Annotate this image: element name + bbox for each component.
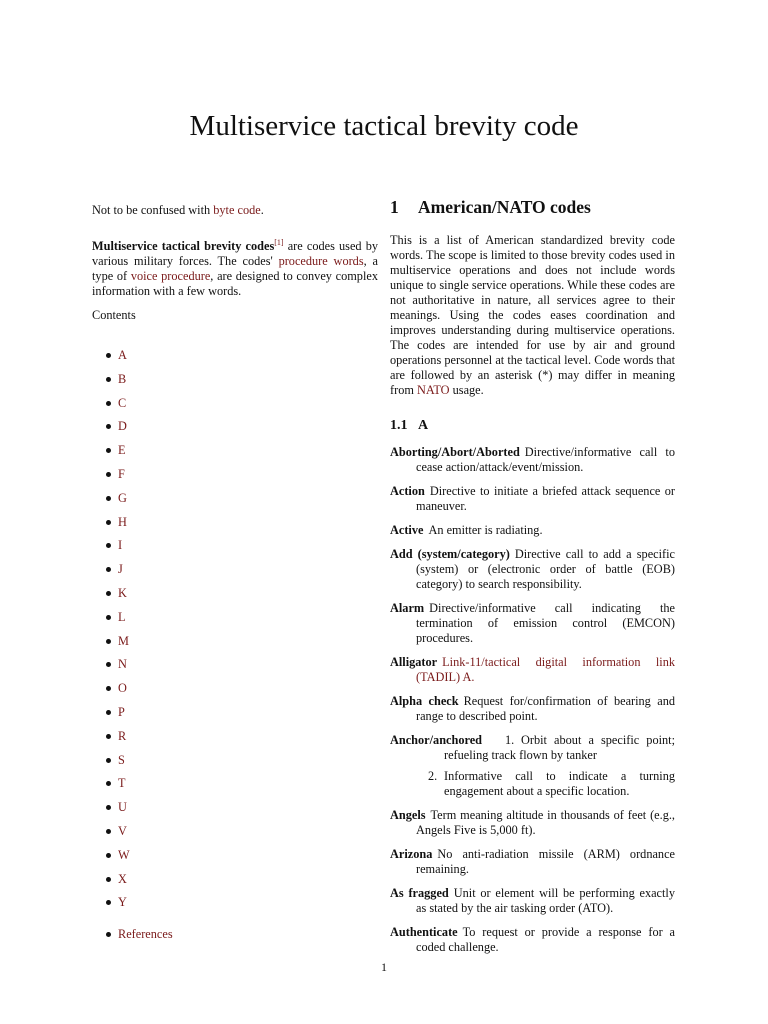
entry-definition: Unit or element will be performing exactly as stated by the air tasking order (ATO). bbox=[416, 886, 675, 915]
toc-link[interactable]: A bbox=[118, 348, 127, 363]
toc-item-e[interactable] bbox=[92, 443, 378, 467]
toc-item-references[interactable] bbox=[92, 927, 378, 951]
toc-item-a[interactable] bbox=[92, 348, 378, 372]
anchor-second-item bbox=[390, 769, 675, 799]
procedure-words-link[interactable]: procedure words bbox=[278, 254, 364, 269]
entry-definition: To request or provide a response for a coded challenge. bbox=[416, 925, 675, 954]
toc-link[interactable]: Y bbox=[118, 895, 127, 910]
glossary-entry bbox=[390, 847, 675, 877]
toc-item-x[interactable] bbox=[92, 872, 378, 896]
entry-definition: Directive/informative call to cease action/attack/event/mission. bbox=[416, 445, 675, 474]
toc-item-o[interactable] bbox=[92, 681, 378, 705]
toc-link[interactable]: I bbox=[118, 538, 123, 553]
glossary-entry bbox=[390, 886, 675, 916]
glossary-entry bbox=[390, 694, 675, 724]
entry-definition: Directive to initiate a briefed attack sequence or maneuver. bbox=[416, 484, 675, 513]
glossary-entry bbox=[390, 523, 675, 538]
toc-item-f[interactable] bbox=[92, 467, 378, 491]
entry-term: Add (system/category) bbox=[390, 547, 510, 561]
entry-term: Angels bbox=[390, 808, 426, 822]
glossary-entry bbox=[390, 547, 675, 592]
toc-item-n[interactable] bbox=[92, 657, 378, 681]
toc-link[interactable]: O bbox=[118, 681, 127, 696]
glossary-entry bbox=[390, 601, 675, 646]
entry-term: As fragged bbox=[390, 886, 449, 900]
entry-term: Alarm bbox=[390, 601, 425, 615]
glossary-entry bbox=[390, 655, 675, 685]
glossary-entry bbox=[390, 484, 675, 514]
entry-definition: Request for/confirmation of bearing and range to described point. bbox=[416, 694, 675, 723]
entry-term: Alpha check bbox=[390, 694, 459, 708]
entry-definition: Directive call to add a specific (system) or (electronic order of battle (EOB) category) to search responsibility. bbox=[416, 547, 675, 591]
contents-label: Contents bbox=[92, 308, 136, 323]
toc-item-v[interactable] bbox=[92, 824, 378, 848]
intro-paragraph bbox=[92, 235, 378, 299]
toc-link[interactable]: C bbox=[118, 395, 127, 410]
entry-definition: No anti-radiation missile (ARM) ordnance remaining. bbox=[416, 847, 675, 876]
toc-item-d[interactable] bbox=[92, 419, 378, 443]
page-number: 1 bbox=[381, 960, 387, 974]
entry-definition: Term meaning altitude in thousands of feet (e.g., Angels Five is 5,000 ft). bbox=[416, 808, 675, 837]
toc-item-m[interactable] bbox=[92, 634, 378, 658]
toc-item-t[interactable] bbox=[92, 776, 378, 800]
toc-link[interactable]: S bbox=[118, 752, 125, 767]
section-text-end: usage. bbox=[449, 383, 484, 397]
toc-link[interactable]: P bbox=[118, 705, 125, 720]
intro-text-1: are codes used by various military forces. The codes' bbox=[92, 239, 378, 269]
page-title: Multiservice tactical brevity code bbox=[189, 110, 579, 142]
toc-link[interactable]: B bbox=[118, 371, 127, 386]
section-heading bbox=[390, 197, 675, 217]
citation-ref[interactable]: [1] bbox=[274, 238, 284, 247]
entry-term: Action bbox=[390, 484, 425, 498]
entry-term: Anchor/anchored bbox=[390, 733, 483, 747]
section-text: This is a list of American standardized brevity code words. The scope is limited to those brevity codes used in multiservice operations and does not include words unique to single service operations. While these codes are not authoritative in nature, all services agree to their meanings. Using the codes eases coordination and improves understanding during multiservice operations. The codes are intended for use by air and ground operations personnel at the tactical level. Code words that are followed by an asterisk (*) may differ in meaning from bbox=[390, 233, 675, 397]
toc-link[interactable]: L bbox=[118, 609, 126, 624]
section-paragraph bbox=[390, 233, 675, 398]
toc-item-l[interactable] bbox=[92, 610, 378, 634]
glossary-entry bbox=[390, 808, 675, 838]
toc-item-c[interactable] bbox=[92, 396, 378, 420]
toc-item-j[interactable] bbox=[92, 562, 378, 586]
toc-link[interactable]: D bbox=[118, 419, 127, 434]
toc-link[interactable]: E bbox=[118, 443, 126, 458]
hatnote-text: Not to be confused with bbox=[92, 203, 214, 217]
entry-definition: Informative call to indicate a turning engagement about a specific location. bbox=[444, 769, 675, 798]
toc-link[interactable]: N bbox=[118, 657, 127, 672]
toc-item-u[interactable] bbox=[92, 800, 378, 824]
entry-term: Arizona bbox=[390, 847, 433, 861]
toc-item-i[interactable] bbox=[92, 538, 378, 562]
table-of-contents bbox=[92, 348, 378, 951]
toc-item-r[interactable] bbox=[92, 729, 378, 753]
left-column bbox=[92, 203, 378, 951]
section-title: American/NATO codes bbox=[418, 197, 591, 217]
glossary-entry bbox=[390, 445, 675, 475]
byte-code-link[interactable]: byte code bbox=[213, 203, 261, 217]
toc-link[interactable]: K bbox=[118, 586, 127, 601]
toc-link[interactable]: References bbox=[118, 927, 173, 942]
toc-link[interactable]: T bbox=[118, 776, 126, 791]
toc-link[interactable]: U bbox=[118, 800, 127, 815]
intro-text-2: , a type of bbox=[92, 254, 378, 284]
glossary-entry bbox=[390, 925, 675, 955]
nato-link[interactable]: NATO bbox=[416, 383, 450, 397]
hatnote bbox=[92, 203, 378, 218]
toc-item-w[interactable] bbox=[92, 848, 378, 872]
toc-link[interactable]: V bbox=[118, 824, 127, 839]
intro-bold-term: Multiservice tactical brevity codes bbox=[92, 239, 275, 254]
toc-link[interactable]: W bbox=[118, 847, 130, 862]
toc-link[interactable]: F bbox=[118, 467, 125, 482]
list-number: 1. bbox=[505, 733, 515, 747]
toc-item-s[interactable] bbox=[92, 753, 378, 777]
entry-term: Active bbox=[390, 523, 424, 537]
toc-item-b[interactable] bbox=[92, 372, 378, 396]
anchor-first-line bbox=[390, 733, 675, 763]
toc-link[interactable]: M bbox=[118, 633, 129, 648]
toc-item-p[interactable] bbox=[92, 705, 378, 729]
toc-item-h[interactable] bbox=[92, 515, 378, 539]
entry-definition: An emitter is radiating. bbox=[428, 523, 543, 537]
toc-link[interactable]: H bbox=[118, 514, 127, 529]
toc-item-y[interactable] bbox=[92, 895, 378, 919]
hatnote-period: . bbox=[260, 203, 264, 217]
glossary-entry-anchor bbox=[390, 733, 675, 799]
toc-link[interactable]: X bbox=[118, 871, 127, 886]
intro-text-3: , are designed to convey complex information with a few words. bbox=[92, 269, 378, 299]
toc-link[interactable]: R bbox=[118, 728, 127, 743]
toc-item-k[interactable] bbox=[92, 586, 378, 610]
voice-procedure-link[interactable]: voice procedure bbox=[130, 269, 211, 284]
subsection-title: A bbox=[418, 418, 429, 433]
toc-link[interactable]: G bbox=[118, 490, 127, 505]
subsection-number: 1.1 bbox=[390, 418, 408, 433]
toc-link[interactable]: J bbox=[118, 562, 123, 577]
entry-definition: Orbit about a specific point; refueling track flown by tanker bbox=[444, 733, 675, 762]
section-number: 1 bbox=[390, 197, 399, 217]
entry-definition: Directive/informative call indicating the termination of emission control (EMCON) procedures. bbox=[416, 601, 675, 645]
toc-item-g[interactable] bbox=[92, 491, 378, 515]
right-column bbox=[390, 197, 675, 964]
link-11-link[interactable]: Link-11/tactical digital information link (TADIL) A. bbox=[416, 655, 675, 684]
entry-term: Aborting/Abort/Aborted bbox=[390, 445, 520, 459]
list-number: 2. bbox=[428, 769, 438, 783]
entry-term: Authenticate bbox=[390, 925, 458, 939]
subsection-heading bbox=[390, 418, 675, 433]
entry-term: Alligator bbox=[390, 655, 438, 669]
